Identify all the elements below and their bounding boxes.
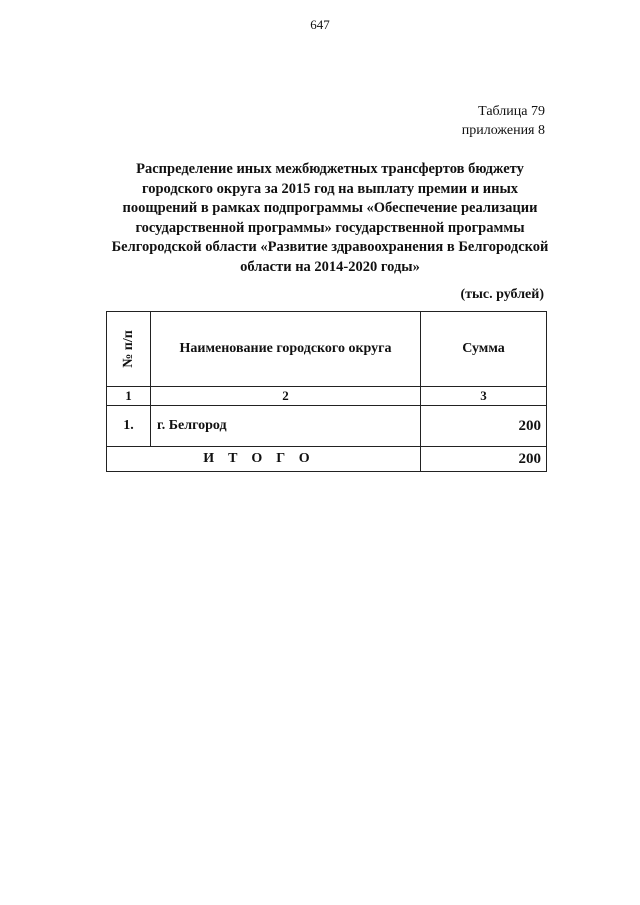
row-district-cell: г. Белгород: [151, 406, 421, 447]
header-cell-number: [107, 312, 151, 387]
header-cell-amount: Сумма: [421, 312, 547, 387]
table-row: [107, 406, 547, 447]
table-header-row: [107, 312, 547, 387]
document-title: Распределение иных межбюджетных трансфертов бюджету городского округа за 2015 год на выплату премии и иных поощрений в рамках подпрограммы «Обеспечение реализации государственной программы» государственной программы Белгородской области «Развитие здравоохранения в Белгородской области на 2014-2020 годы»: [111, 161, 549, 275]
column-index-row: [107, 387, 547, 406]
column-index-cell: 2: [151, 387, 421, 406]
row-number-cell: 1.: [107, 406, 151, 447]
column-index-cell: 1: [107, 387, 151, 406]
table-number-label: Таблица 79: [478, 104, 545, 119]
total-label-cell: ИТОГО: [107, 447, 421, 472]
header-number-label: № п/п: [120, 330, 136, 368]
row-amount-cell: 200: [421, 406, 547, 447]
distribution-table: [106, 311, 547, 472]
column-index-cell: 3: [421, 387, 547, 406]
units-label: (тыс. рублей): [460, 287, 544, 302]
total-row: [107, 447, 547, 472]
page-number: 647: [310, 17, 330, 32]
total-amount-cell: 200: [421, 447, 547, 472]
appendix-reference: [462, 102, 545, 140]
header-cell-district: Наименование городского округа: [151, 312, 421, 387]
appendix-number-label: приложения 8: [461, 123, 545, 138]
